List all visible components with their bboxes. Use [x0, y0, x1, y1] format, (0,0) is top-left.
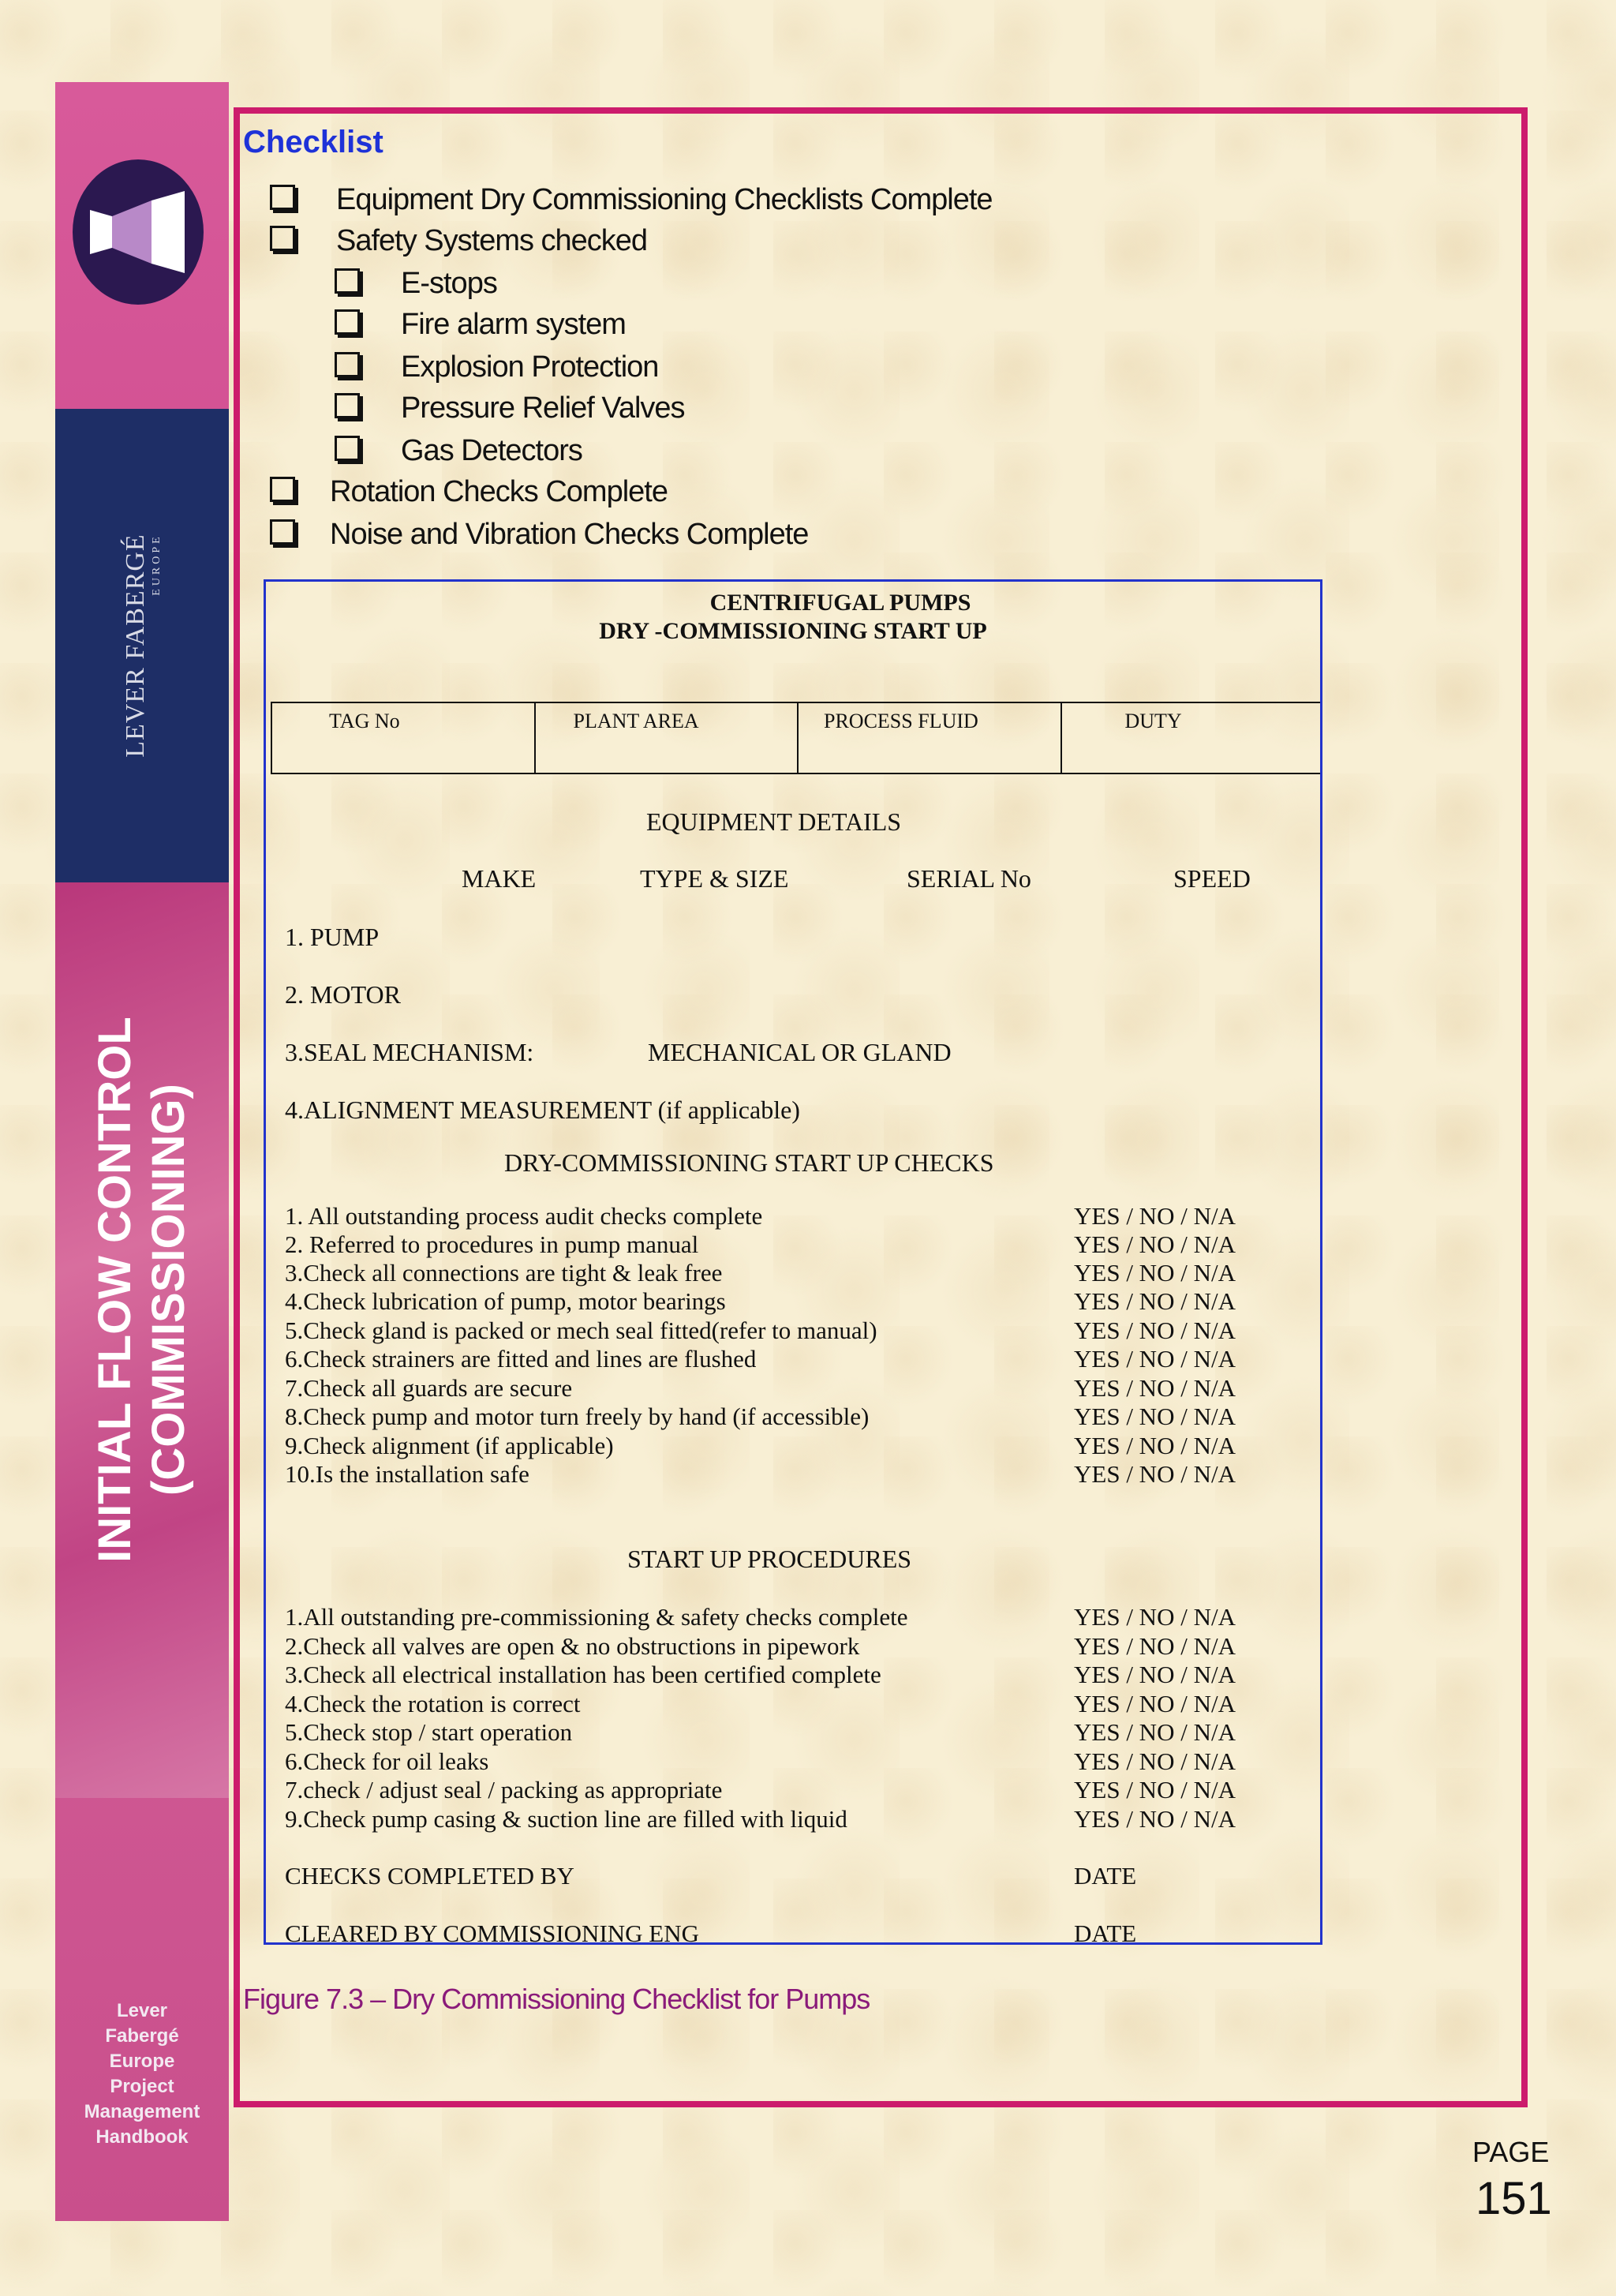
startup-check-row	[285, 1776, 1311, 1804]
process-fluid-label: PROCESS FLUID	[824, 710, 978, 732]
megaphone-logo-icon	[73, 159, 204, 305]
handbook-line: Europe	[109, 2051, 175, 2072]
startup-heading: START UP PROCEDURES	[627, 1545, 912, 1573]
check-text: 1.All outstanding pre-commissioning & safety checks complete	[285, 1603, 908, 1631]
startup-check-row	[285, 1805, 1311, 1833]
form-subtitle: DRY -COMMISSIONING START UP	[599, 618, 987, 644]
yes-no-na-answer[interactable]: YES / NO / N/A	[1074, 1432, 1236, 1459]
yes-no-na-answer[interactable]: YES / NO / N/A	[1074, 1661, 1236, 1688]
motor-row-label: 2. MOTOR	[285, 980, 401, 1009]
startup-check-row	[285, 1718, 1311, 1747]
checkbox-icon[interactable]	[270, 477, 295, 502]
completed-by-row	[285, 1862, 1311, 1890]
startup-check-row	[285, 1690, 1311, 1718]
yes-no-na-answer[interactable]: YES / NO / N/A	[1074, 1690, 1236, 1717]
check-text: 6.Check for oil leaks	[285, 1747, 489, 1775]
dry-checks-heading: DRY-COMMISSIONING START UP CHECKS	[504, 1148, 994, 1177]
yes-no-na-answer[interactable]: YES / NO / N/A	[1074, 1776, 1236, 1803]
checklist-item	[270, 518, 808, 552]
tag-no-cell[interactable]	[271, 702, 535, 773]
dry-check-row	[285, 1403, 1311, 1431]
yes-no-na-answer[interactable]: YES / NO / N/A	[1074, 1632, 1236, 1660]
dry-check-row	[285, 1374, 1311, 1403]
section-title-line1: INITIAL FLOW CONTROL	[89, 1017, 140, 1563]
checkbox-icon[interactable]	[335, 436, 360, 461]
equipment-details-heading: EQUIPMENT DETAILS	[646, 807, 902, 836]
yes-no-na-answer[interactable]: YES / NO / N/A	[1074, 1287, 1236, 1315]
checkbox-icon[interactable]	[335, 352, 360, 377]
plant-area-label: PLANT AREA	[573, 710, 699, 732]
dry-check-row	[285, 1432, 1311, 1460]
handbook-line: Fabergé	[105, 2025, 179, 2047]
cleared-date-label[interactable]: DATE	[1074, 1920, 1137, 1945]
check-text: 1. All outstanding process audit checks complete	[285, 1202, 763, 1230]
check-text: 5.Check gland is packed or mech seal fitted(refer to manual)	[285, 1317, 877, 1344]
dry-check-row	[285, 1202, 1311, 1230]
handbook-line: Project	[110, 2076, 174, 2097]
pump-row-label: 1. PUMP	[285, 923, 380, 951]
section-title-line2: (COMMISSIONING)	[143, 1084, 194, 1496]
side-spine	[55, 82, 229, 2221]
checklist-label: Pressure Relief Valves	[401, 391, 685, 425]
checklist-label: Rotation Checks Complete	[330, 475, 668, 508]
checklist-label: E-stops	[401, 267, 497, 300]
check-text: 7.Check all guards are secure	[285, 1374, 573, 1402]
handbook-line: Handbook	[95, 2126, 189, 2148]
check-text: 4.Check lubrication of pump, motor bearings	[285, 1287, 726, 1315]
checklist-label: Equipment Dry Commissioning Checklists Complete	[336, 183, 993, 216]
brand-sub-text: EUROPE	[151, 534, 163, 596]
checklist-label: Noise and Vibration Checks Complete	[330, 518, 809, 551]
yes-no-na-answer[interactable]: YES / NO / N/A	[1074, 1317, 1236, 1344]
startup-check-row	[285, 1747, 1311, 1776]
brand-band	[55, 409, 229, 882]
handbook-line: Management	[84, 2101, 200, 2122]
checkbox-icon[interactable]	[335, 268, 360, 294]
serial-no-column-label: SERIAL No	[907, 864, 1031, 893]
checkbox-icon[interactable]	[335, 309, 360, 335]
yes-no-na-answer[interactable]: YES / NO / N/A	[1074, 1374, 1236, 1402]
yes-no-na-answer[interactable]: YES / NO / N/A	[1074, 1230, 1236, 1258]
dry-check-row	[285, 1259, 1311, 1287]
checkbox-icon[interactable]	[270, 185, 295, 210]
checkbox-icon[interactable]	[270, 226, 295, 251]
check-text: 7.check / adjust seal / packing as appropriate	[285, 1776, 723, 1803]
checklist-subitem	[335, 391, 685, 425]
completed-date-label[interactable]: DATE	[1074, 1862, 1137, 1890]
make-column-label: MAKE	[462, 864, 537, 893]
check-text: 9.Check alignment (if applicable)	[285, 1432, 614, 1459]
yes-no-na-answer[interactable]: YES / NO / N/A	[1074, 1603, 1236, 1631]
checklist-subitem	[335, 434, 582, 468]
seal-mechanism-label: 3.SEAL MECHANISM:	[285, 1038, 534, 1066]
dry-check-row	[285, 1460, 1311, 1489]
speed-column-label: SPEED	[1173, 864, 1251, 893]
handbook-label	[55, 1998, 229, 2150]
checklist-label: Safety Systems checked	[336, 224, 648, 257]
type-size-column-label: TYPE & SIZE	[640, 864, 789, 893]
alignment-label: 4.ALIGNMENT MEASUREMENT (if applicable)	[285, 1096, 800, 1124]
check-text: 2. Referred to procedures in pump manual	[285, 1230, 699, 1258]
checklist-subitem	[335, 350, 658, 384]
yes-no-na-answer[interactable]: YES / NO / N/A	[1074, 1259, 1236, 1287]
dry-check-row	[285, 1345, 1311, 1373]
section-title	[88, 1017, 196, 1563]
checklist-item	[270, 475, 668, 509]
duty-label: DUTY	[1124, 710, 1182, 732]
process-fluid-cell[interactable]	[798, 702, 1061, 773]
yes-no-na-answer[interactable]: YES / NO / N/A	[1074, 1202, 1236, 1230]
figure-caption: Figure 7.3 – Dry Commissioning Checklist for Pumps	[243, 1983, 870, 2015]
checkbox-icon[interactable]	[335, 393, 360, 418]
yes-no-na-answer[interactable]: YES / NO / N/A	[1074, 1718, 1236, 1746]
checklist-label: Fire alarm system	[401, 308, 626, 341]
check-text: 3.Check all electrical installation has been certified complete	[285, 1661, 881, 1688]
duty-cell[interactable]	[1061, 702, 1323, 773]
checklist-label: Explosion Protection	[401, 350, 659, 384]
check-text: 3.Check all connections are tight & leak free	[285, 1259, 723, 1287]
yes-no-na-answer[interactable]: YES / NO / N/A	[1074, 1747, 1236, 1775]
startup-check-row	[285, 1632, 1311, 1661]
check-text: 8.Check pump and motor turn freely by hand (if accessible)	[285, 1403, 870, 1430]
dry-check-row	[285, 1230, 1311, 1259]
page-label: PAGE	[1472, 2136, 1550, 2168]
handbook-line: Lever	[116, 2000, 168, 2021]
yes-no-na-answer[interactable]: YES / NO / N/A	[1074, 1805, 1236, 1833]
check-text: 5.Check stop / start operation	[285, 1718, 573, 1746]
seal-option-text: MECHANICAL OR GLAND	[648, 1038, 952, 1066]
checklist-heading: Checklist	[243, 125, 383, 159]
check-text: 2.Check all valves are open & no obstructions in pipework	[285, 1632, 860, 1660]
yes-no-na-answer[interactable]: YES / NO / N/A	[1074, 1345, 1236, 1373]
page-number: 151	[1476, 2173, 1552, 2224]
checklist-subitem	[335, 267, 497, 301]
startup-check-row	[285, 1603, 1311, 1631]
pump-commissioning-form	[264, 579, 1322, 1945]
checklist-subitem	[335, 308, 626, 342]
dry-check-row	[285, 1317, 1311, 1345]
tag-no-label: TAG No	[329, 710, 400, 732]
completed-by-label: CHECKS COMPLETED BY	[285, 1862, 574, 1890]
check-text: 10.Is the installation safe	[285, 1460, 529, 1488]
yes-no-na-answer[interactable]: YES / NO / N/A	[1074, 1460, 1236, 1488]
startup-check-row	[285, 1661, 1311, 1689]
checklist-item	[270, 224, 647, 258]
form-title: CENTRIFUGAL PUMPS	[709, 590, 971, 616]
brand-name-text: LEVER FABERGÉ	[121, 534, 150, 758]
cleared-by-row	[285, 1920, 1311, 1945]
dry-check-row	[285, 1287, 1311, 1316]
check-text: 6.Check strainers are fitted and lines are flushed	[285, 1345, 757, 1373]
cleared-by-label: CLEARED BY COMMISSIONING ENG	[285, 1920, 700, 1945]
check-text: 9.Check pump casing & suction line are filled with liquid	[285, 1805, 847, 1833]
plant-area-cell[interactable]	[535, 702, 799, 773]
checklist-label: Gas Detectors	[401, 434, 582, 467]
check-text: 4.Check the rotation is correct	[285, 1690, 581, 1717]
checkbox-icon[interactable]	[270, 519, 295, 545]
form-header-table	[271, 702, 1322, 774]
yes-no-na-answer[interactable]: YES / NO / N/A	[1074, 1403, 1236, 1430]
checklist-item	[270, 183, 993, 217]
brand-name	[121, 534, 163, 757]
